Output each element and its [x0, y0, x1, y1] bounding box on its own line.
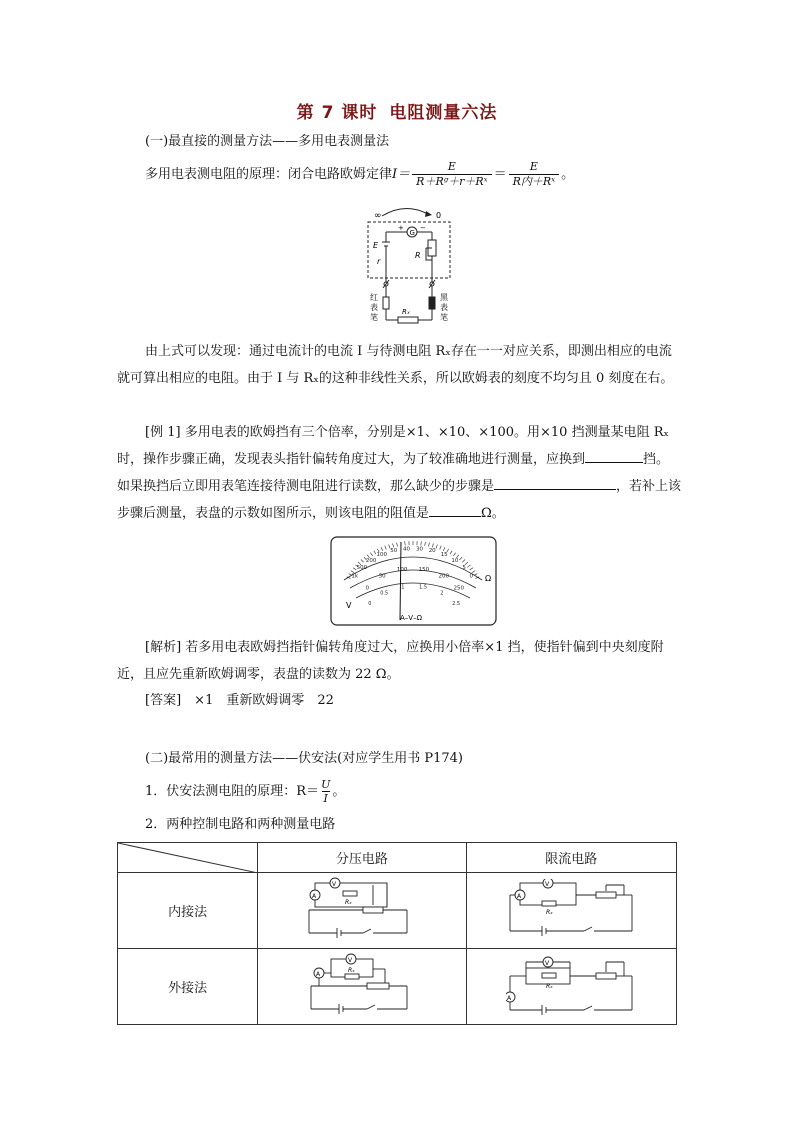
- paragraph-nonlinear: 由上式可以发现：通过电流计的电流 I 与待测电阻 Rₓ存在一一对应关系，即测出相应的电流就可算出相应的电阻。由于 I 与 Rₓ的这种非线性关系，所以欧姆表的刻度不均匀且 0 刻度在右。: [117, 344, 674, 386]
- dc-scale-label-1: 50: [378, 573, 386, 580]
- black-probe: [429, 297, 435, 309]
- item1-end: 。: [332, 783, 346, 799]
- meter-omega: Ω: [485, 574, 492, 583]
- circuit-table: [117, 842, 677, 1025]
- answer-label: [答案]: [145, 693, 182, 708]
- title-lesson: 第 7 课时: [296, 103, 378, 123]
- rx-label: Rₓ: [546, 908, 554, 916]
- rx-label: Rₓ: [347, 966, 355, 974]
- meter-v-label: V: [346, 601, 352, 610]
- label-red-1: 红: [370, 293, 378, 302]
- example-text-a: 多用电表的欧姆挡有三个倍率，分别是×1、×10、×100。用×10 挡测量某电阻 Rₓ时，操作步骤正确，发现表头指针偏转角度过大，为了较准确地进行测量，应换到: [117, 425, 670, 467]
- eq-equals: ＝: [493, 166, 507, 182]
- circuit-diagram-internal-divider: [307, 877, 417, 941]
- col-header-limiter: 限流电路: [466, 843, 677, 873]
- label-infinity: ∞: [374, 211, 382, 221]
- col-header-divider: 分压电路: [258, 843, 466, 873]
- answer-blank-2[interactable]: [494, 475, 616, 490]
- ohm-scale-label-9: 10: [451, 557, 459, 564]
- ohm-scale-label-3: 100: [376, 552, 388, 559]
- label-black-3: 笔: [440, 313, 448, 322]
- label-r: r: [377, 257, 381, 266]
- label-red-2: 表: [370, 303, 378, 312]
- circuit-internal-limiter: [466, 873, 677, 949]
- meter-frame: [331, 537, 496, 625]
- label-E: E: [373, 241, 379, 250]
- fraction-1: [412, 160, 491, 189]
- section1-heading: (一)最直接的测量方法——多用电表测量法: [145, 134, 390, 149]
- voltmeter-label: V: [331, 880, 336, 888]
- ohm-scale-label-11: 0: [469, 573, 474, 580]
- voltmeter-label: V: [545, 880, 550, 888]
- example-text-d: Ω。: [481, 506, 505, 521]
- ohm-scale-label-0: 1k: [351, 573, 359, 580]
- ammeter-label: A: [311, 892, 316, 900]
- fraction-2-denominator: R内＋Rˣ: [509, 174, 559, 189]
- ac-scale-label-0: 0: [368, 600, 372, 607]
- analysis-text: 若多用电表欧姆挡指针偏转角度过大，应换用小倍率×1 挡，使指针偏到中央刻度附近，且应先重新欧姆调零，表盘的读数为 22 Ω。: [117, 640, 664, 682]
- analysis-label: [解析]: [145, 640, 182, 655]
- label-G: G: [409, 229, 415, 237]
- ac-scale-label-2: 1: [401, 584, 405, 591]
- ohmmeter-circuit-diagram: [360, 202, 460, 328]
- ohm-scale-label-4: 50: [390, 548, 398, 555]
- ohm-scale-label-6: 30: [416, 546, 423, 553]
- circuit-external-limiter: [466, 949, 677, 1025]
- row-header-external: 外接法: [118, 949, 258, 1025]
- ac-scale-label-3: 1.5: [419, 584, 428, 591]
- circuit-external-divider: [258, 949, 466, 1025]
- label-zero: 0: [436, 211, 442, 220]
- eq-I: I＝: [392, 166, 411, 182]
- answer-blank-1[interactable]: [585, 448, 643, 463]
- fraction-I: I: [323, 792, 328, 805]
- fraction-U: U: [321, 778, 331, 791]
- meter-bottom-label: A–V–Ω: [400, 614, 422, 622]
- ammeter-label: A: [507, 994, 512, 1002]
- label-black-1: 黑: [440, 293, 448, 302]
- row-header-internal: 内接法: [118, 873, 258, 949]
- ohm-scale-label-1: 500: [356, 565, 368, 572]
- item1-prefix: 1．伏安法测电阻的原理：R＝: [145, 783, 320, 799]
- analysis: [117, 634, 682, 688]
- ohm-scale-label-2: 200: [365, 557, 377, 564]
- diagonal-line: [118, 843, 258, 873]
- page-title: [0, 98, 794, 123]
- table-corner-cell: [118, 843, 258, 873]
- example-text-b: 挡。如果换挡后立即用表笔连接待测电阻进行读数，那么缺少的步骤是: [117, 452, 670, 494]
- fraction-U-over-I: [321, 778, 330, 805]
- section2-item2: 2．两种控制电路和两种测量电路: [145, 817, 336, 832]
- title-topic: 电阻测量六法: [389, 103, 498, 123]
- eq-end: 。: [561, 166, 575, 182]
- dc-scale-label-0: 0: [365, 585, 369, 592]
- label-black-2: 表: [440, 303, 448, 312]
- circuit-internal-divider: [258, 873, 466, 949]
- fraction-1-denominator: R＋Rᵍ＋r＋Rˣ: [412, 174, 491, 189]
- fraction-2-numerator: E: [529, 160, 538, 173]
- meter-dial: [330, 536, 497, 626]
- ac-scale-label-4: 2: [440, 590, 444, 597]
- fraction-1-numerator: E: [447, 160, 456, 173]
- voltmeter-label: V: [347, 956, 352, 964]
- circuit-diagram-internal-limiter: [506, 879, 636, 939]
- voltmeter-label: V: [545, 959, 550, 967]
- dc-scale-label-4: 200: [438, 573, 450, 580]
- dc-scale-label-2: 100: [396, 566, 408, 573]
- ohm-scale-label-8: 15: [440, 552, 448, 559]
- answer-blank-3[interactable]: [429, 502, 481, 517]
- ammeter-label: A: [517, 892, 522, 900]
- dc-scale-label-3: 150: [418, 566, 430, 573]
- label-red-3: 笔: [370, 313, 378, 322]
- section2-item1: [145, 778, 345, 805]
- label-plus: +: [398, 224, 404, 232]
- circuit-diagram-external-limiter: [506, 954, 636, 1016]
- scale-arc: [382, 208, 428, 216]
- ohm-scale-label-7: 20: [428, 548, 436, 555]
- ammeter-label: A: [315, 970, 320, 978]
- fraction-2: [509, 160, 559, 189]
- example-text-c: ，若补上该步骤后测量，表盘的示数如图所示，则该电阻的阻值是: [117, 479, 682, 521]
- answer-text: ×1 重新欧姆调零 22: [194, 693, 334, 708]
- label-minus: −: [420, 224, 426, 232]
- rx-label: Rₓ: [344, 898, 352, 906]
- example-1: [117, 419, 682, 527]
- ac-scale-label-1: 0.5: [380, 590, 389, 597]
- ohm-scale-label-10: 5: [462, 565, 466, 572]
- rx-label: Rₓ: [546, 982, 554, 990]
- principle-line: [145, 160, 574, 189]
- answer: [145, 690, 334, 712]
- label-R: R: [415, 251, 421, 260]
- resistor-Rx: [398, 317, 418, 323]
- dc-scale-label-5: 250: [453, 585, 465, 592]
- circuit-diagram-external-divider: [307, 953, 417, 1017]
- ohm-scale-label-5: 40: [403, 546, 410, 553]
- label-Rx: Rₓ: [402, 308, 410, 316]
- red-probe: [383, 297, 389, 309]
- principle-prefix: 多用电表测电阻的原理：闭合电路欧姆定律: [145, 166, 393, 182]
- section2-heading: (二)最常用的测量方法——伏安法(对应学生用书 P174): [145, 751, 463, 766]
- ac-scale-label-5: 2.5: [452, 600, 461, 607]
- example-label: [例 1]: [145, 425, 181, 440]
